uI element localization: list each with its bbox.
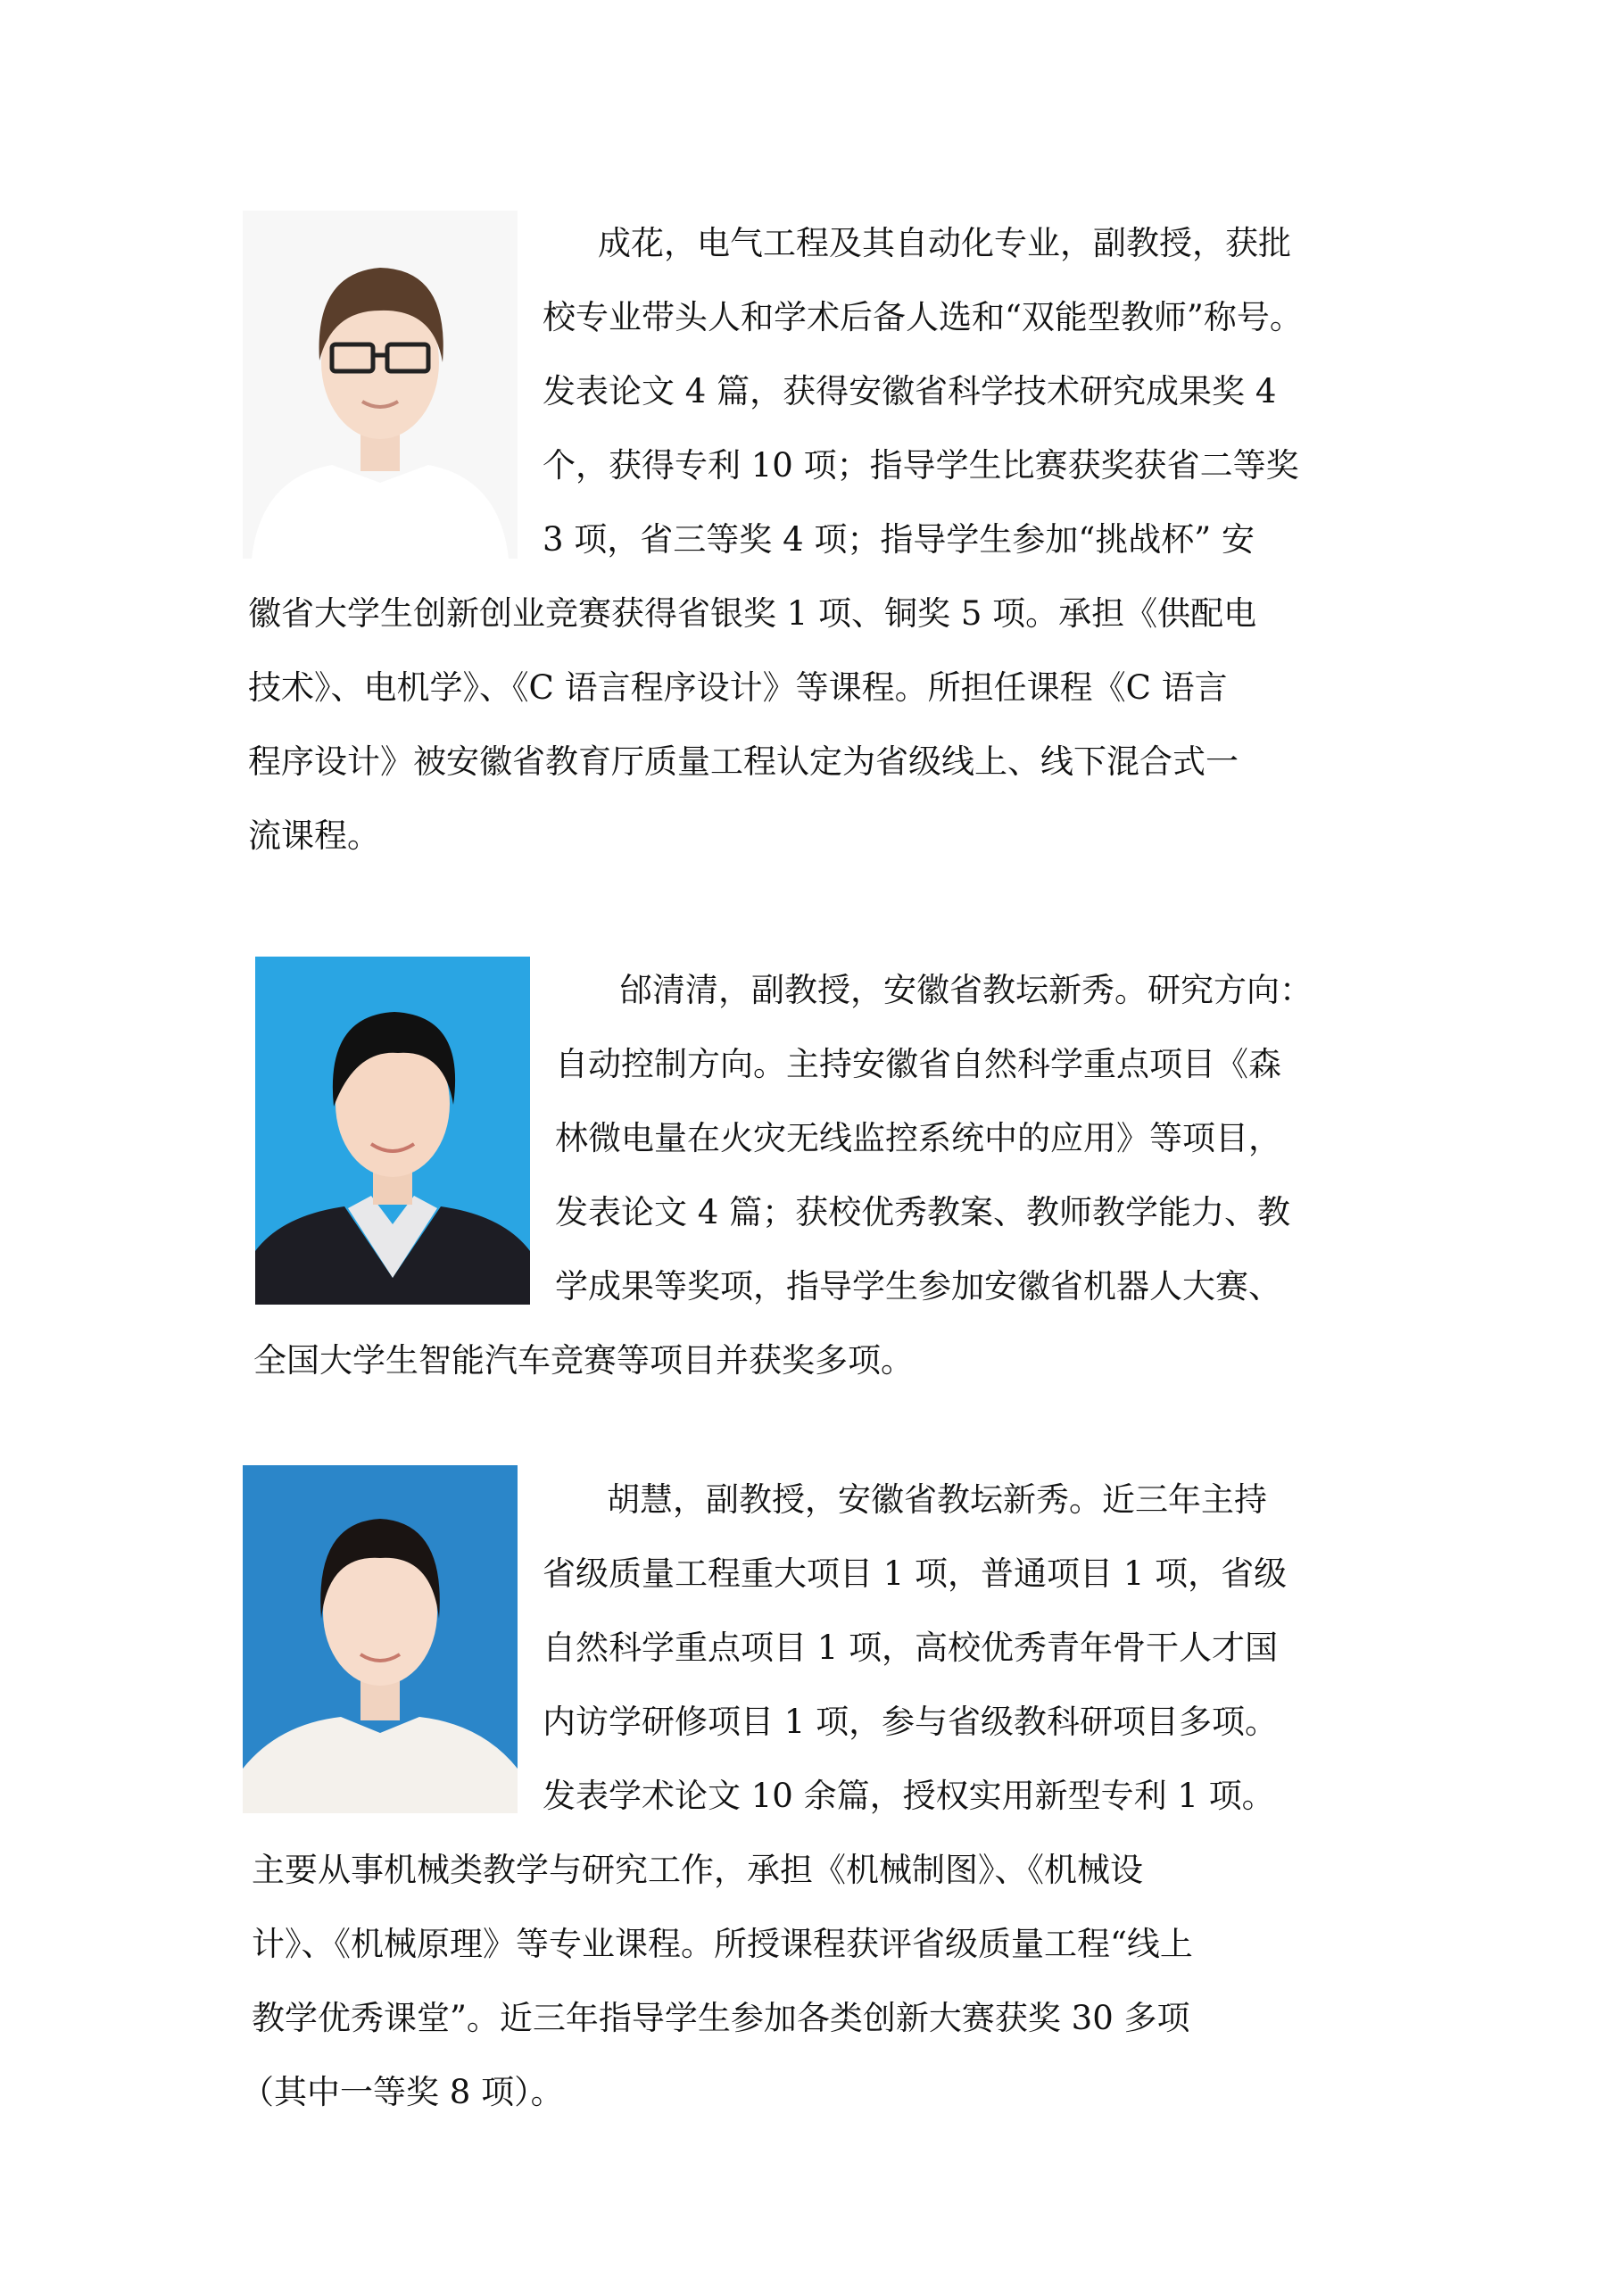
profile-text-line: 技术》、电机学》、《C 语言程序设计》等课程。所担任课程《C 语言 (248, 668, 1228, 707)
profile-text-line: 流课程。 (248, 816, 380, 855)
profile-text-line: 胡慧，副教授，安徽省教坛新秀。近三年主持 (607, 1480, 1267, 1519)
portrait-photo (255, 957, 530, 1305)
profile-text-line: 发表论文 4 篇；获校优秀教案、教师教学能力、教 (555, 1193, 1291, 1231)
profile-text-line: 3 项，省三等奖 4 项；指导学生参加“挑战杯” 安 (543, 520, 1255, 559)
profile-text-line: 发表学术论文 10 余篇，授权实用新型专利 1 项。 (543, 1777, 1275, 1815)
profile-text-line: 程序设计》被安徽省教育厅质量工程认定为省级线上、线下混合式一 (248, 742, 1239, 781)
profile-text-line: 发表论文 4 篇，获得安徽省科学技术研究成果奖 4 (543, 372, 1277, 410)
profile-text-line: 成花，电气工程及其自动化专业，副教授，获批 (598, 224, 1291, 262)
profile-text-line: 自然科学重点项目 1 项，高校优秀青年骨干人才国 (543, 1629, 1279, 1667)
profile-text-line: 教学优秀课堂”。近三年指导学生参加各类创新大赛获奖 30 多项 (252, 1999, 1190, 2037)
profile-text-line: 主要从事机械类教学与研究工作，承担《机械制图》、《机械设 (252, 1851, 1143, 1889)
profile-text-line: （其中一等奖 8 项）。 (241, 2073, 564, 2111)
portrait-photo (243, 1465, 518, 1813)
profile-text-line: 计》、《机械原理》等专业课程。所授课程获评省级质量工程“线上 (252, 1925, 1193, 1963)
profile-text-line: 内访学研修项目 1 项，参与省级教科研项目多项。 (543, 1703, 1279, 1741)
profile-text-line: 校专业带头人和学术后备人选和“双能型教师”称号。 (543, 298, 1303, 336)
profile-text-line: 徽省大学生创新创业竞赛获得省银奖 1 项、铜奖 5 项。承担《供配电 (248, 594, 1257, 633)
profile-text-line: 邰清清，副教授，安徽省教坛新秀。研究方向： (619, 971, 1313, 1009)
profile-text-line: 个，获得专利 10 项；指导学生比赛获奖获省二等奖 (543, 446, 1299, 485)
portrait-photo (243, 211, 518, 559)
profile-text-line: 自动控制方向。主持安徽省自然科学重点项目《森 (555, 1045, 1281, 1083)
profile-text-line: 林微电量在火灾无线监控系统中的应用》等项目， (555, 1119, 1281, 1157)
profile-text-line: 全国大学生智能汽车竞赛等项目并获奖多项。 (253, 1341, 914, 1380)
profile-text-line: 省级质量工程重大项目 1 项，普通项目 1 项，省级 (543, 1554, 1288, 1593)
profile-text-line: 学成果等奖项，指导学生参加安徽省机器人大赛、 (555, 1267, 1281, 1305)
